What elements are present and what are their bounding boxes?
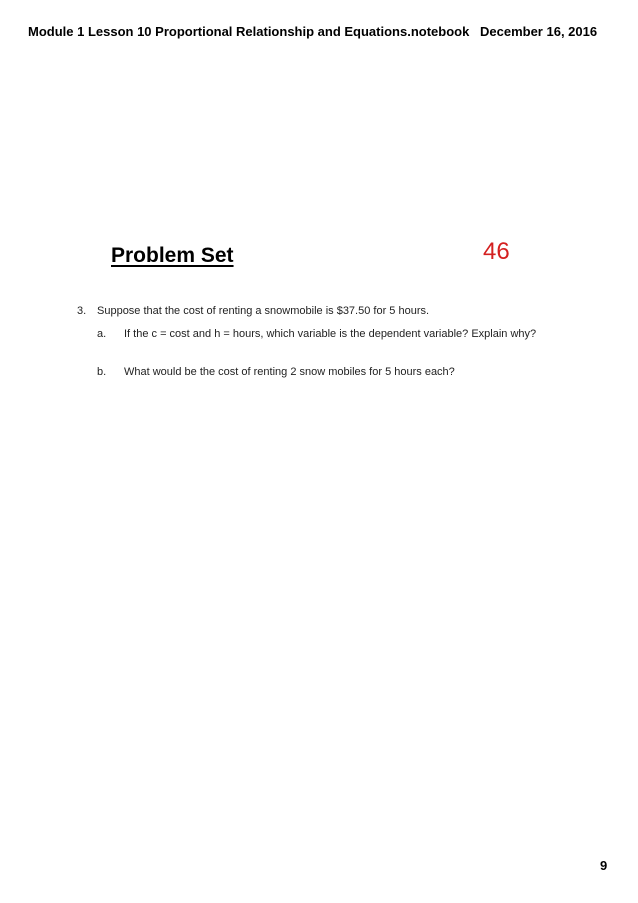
notebook-date: December 16, 2016	[480, 24, 598, 39]
part-label-b: b.	[97, 366, 107, 378]
part-text-b: What would be the cost of renting 2 snow mobiles for 5 hours each?	[124, 366, 455, 378]
part-text-a: If the c = cost and h = hours, which variable is the dependent variable? Explain why?	[124, 328, 537, 340]
page-number: 9	[600, 858, 608, 873]
section-title: Problem Set	[111, 244, 234, 267]
notebook-title: Module 1 Lesson 10 Proportional Relationship and Equations.notebook	[28, 24, 470, 39]
handwritten-annotation: 46	[483, 238, 510, 265]
problem-number: 3.	[77, 305, 87, 317]
part-label-a: a.	[97, 328, 107, 340]
problem-stem: Suppose that the cost of renting a snowmobile is $37.50 for 5 hours.	[97, 305, 430, 317]
